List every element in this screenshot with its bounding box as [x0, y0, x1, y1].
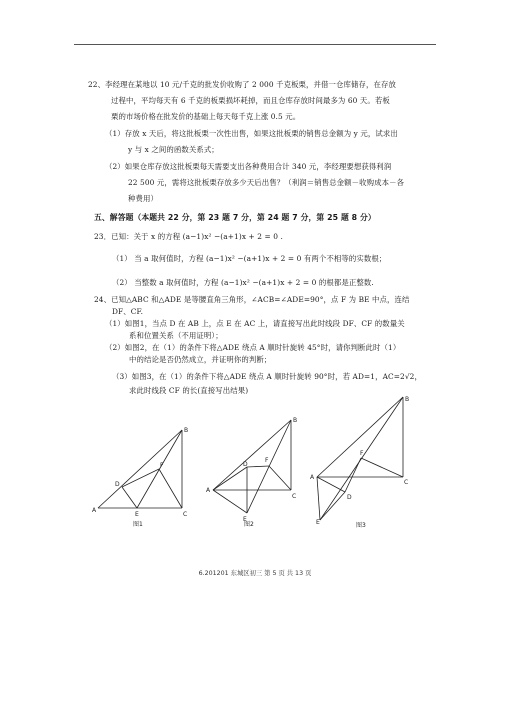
fig3-label-b: B: [405, 396, 410, 403]
q22-line-3: 栗的市场价格在批发价的基础上每天每千克上涨 0.5 元。: [111, 112, 301, 121]
fig1-label-b: B: [184, 427, 189, 434]
q22-line-4: （1）存放 x 天后，将这批板栗一次性出售，如果这批板栗的销售总金额为 y 元，试求出: [105, 129, 398, 138]
fig2-label-d: D: [243, 461, 248, 468]
q24-line-2: DF、CF.: [112, 307, 144, 316]
page-footer: 6.201201 东城区初三 第 5 页 共 13 页: [198, 570, 312, 577]
fig3-label-d: D: [347, 494, 352, 501]
fig2-label-f: F: [265, 457, 269, 464]
fig2-label-b: B: [293, 417, 298, 424]
fig3-label-c: C: [404, 479, 409, 486]
q22-line-2: 过程中，平均每天有 6 千克的板栗损坏耗掉，而且仓库存放时间最多为 60 天。若板: [111, 96, 390, 105]
header-rule: [74, 44, 436, 45]
q22-line-5: y 与 x 之间的函数关系式；: [128, 145, 219, 154]
fig1-label-a: A: [92, 507, 97, 514]
q22-line-7: 22 500 元，需将这批板栗存放多少天后出售？（利润＝销售总金额－收购成本－各: [128, 178, 405, 187]
q24-line-8: 求此时线段 CF 的长(直接写出结果): [129, 386, 249, 395]
q23-line-1: 23．已知：关于 x 的方程 (a−1)x² −(a+1)x + 2 = 0 .: [94, 232, 283, 241]
q24-line-3: （1）如图1，当点 D 在 AB 上，点 E 在 AC 上，请直接写出此时线段 DF、CF 的数量关: [105, 319, 405, 328]
fig1-label-d: D: [115, 481, 120, 488]
q22-line-1: 22、李经理在某地以 10 元/千克的批发价收购了 2 000 千克板栗，并借一仓库储存，在存放: [88, 80, 396, 89]
q22-line-8: 种费用）: [128, 194, 158, 203]
figure-1: [90, 415, 200, 535]
fig2-label-a: A: [206, 487, 211, 494]
q24-line-5: （2）如图2，在（1）的条件下将△ADE 绕点 A 顺时针旋转 45°时，请你判断此时（1）: [105, 343, 401, 352]
fig1-caption: 图1: [133, 521, 143, 528]
q24-line-7: （3）如图3，在（1）的条件下将△ADE 绕点 A 顺时针旋转 90°时，若 AD=1，AC=2√2，: [112, 372, 422, 381]
q24-line-4: 系和位置关系（不用证明）；: [129, 331, 223, 340]
q22-line-6: （2）如果仓库存放这批板栗每天需要支出各种费用合计 340 元，李经理要想获得利润: [105, 162, 392, 171]
fig3-label-e: E: [316, 519, 320, 526]
figure-2: [205, 410, 315, 530]
q24-line-1: 24、已知△ABC 和△ADE 是等腰直角三角形，∠ACB=∠ADE=90°，点 F 为 BE 中点，连结: [94, 295, 410, 304]
section-5-heading: 五、解答题（本题共 22 分，第 23 题 7 分，第 24 题 7 分，第 25 题 8 分）: [94, 213, 376, 222]
fig3-caption: 图3: [356, 522, 366, 529]
q24-line-6: 中的结论是否仍然成立，并证明你的判断；: [129, 355, 272, 364]
fig1-label-f: F: [160, 462, 164, 469]
fig2-caption: 图2: [244, 521, 254, 528]
fig1-label-c: C: [183, 511, 188, 518]
q23-line-3: （2） 当整数 a 取何值时，方程 (a−1)x² −(a+1)x + 2 = 0 的根都是正整数.: [112, 278, 374, 287]
q23-line-2: （1） 当 a 取何值时，方程 (a−1)x² −(a+1)x + 2 = 0 有两个不相等的实数根；: [112, 254, 387, 263]
fig1-label-e: E: [135, 511, 139, 518]
fig2-label-e: E: [243, 516, 247, 523]
fig2-label-c: C: [292, 493, 297, 500]
fig3-label-a: A: [310, 474, 315, 481]
fig3-label-f: F: [360, 450, 364, 457]
